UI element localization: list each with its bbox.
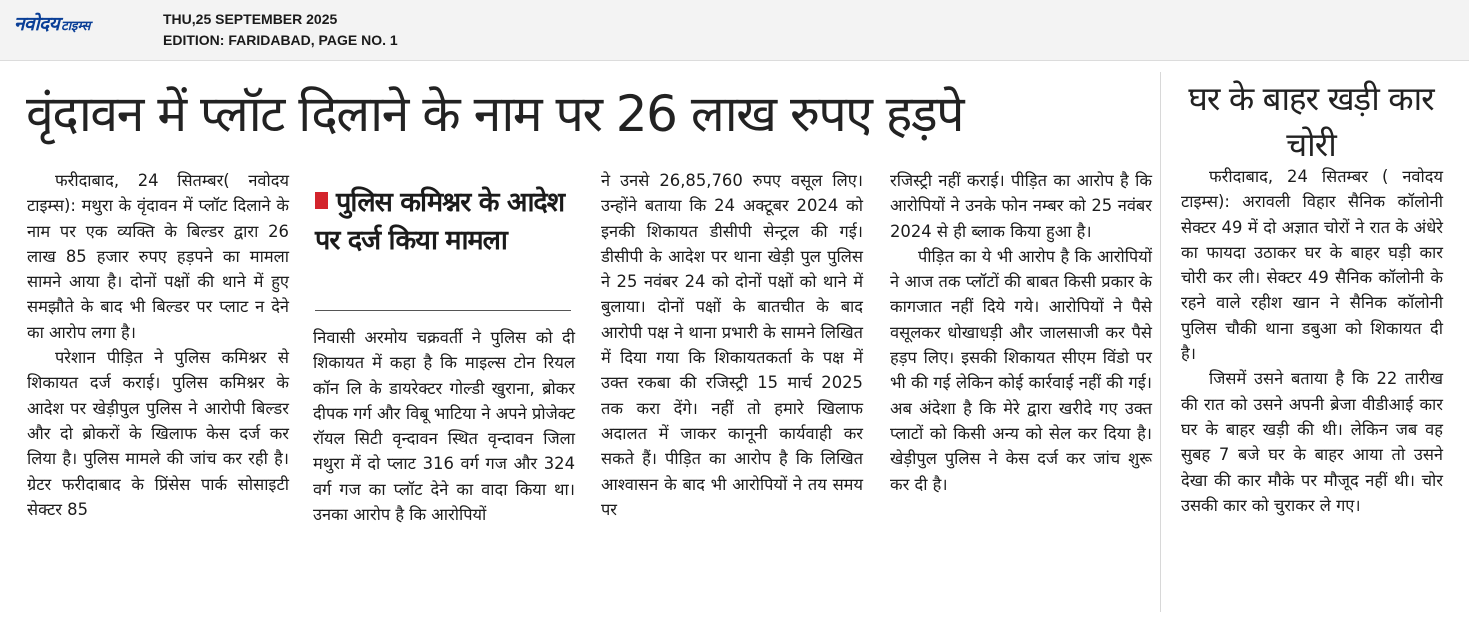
main-story-column-4 [890,168,1152,497]
publication-date: THU,25 SEPTEMBER 2025 [163,11,338,27]
side-story-headline: घर के बाहर खड़ी कार चोरी [1188,79,1434,164]
sub-headline [315,184,571,260]
paragraph: रजिस्ट्री नहीं कराई। पीड़ित का आरोप है कि आरोपियों ने उनके फोन नम्बर को 25 नवंबर 2024 से ही ब्लाक किया हुआ है। [890,171,1152,241]
edition-page-info: EDITION: FARIDABAD, PAGE NO. 1 [163,32,398,48]
red-square-bullet-icon [315,192,328,209]
main-story-column-1 [27,168,289,522]
side-story-column [1181,164,1443,518]
logo-sub-text: टाइम्स [61,19,91,34]
edition-header-bar [0,0,1469,61]
paragraph: निवासी अरमोय चक्रवर्ती ने पुलिस को दी शिकायत में कहा है कि माइल्स टोन रियल कॉन लि के डायरेक्टर गोल्डी खुराना, ब्रोकर दीपक गर्ग और विबू भाटिया ने अपने प्रोजेक्ट रॉयल सिटी वृन्दावन स्थित वृन्दावन जिला मथुरा में दो प्लाट 316 वर्ग गज और 324 वर्ग गज का प्लॉट देने का वादा किया था। उनका आरोप है कि आरोपियों [313,328,575,525]
main-story-column-3 [601,168,863,522]
newspaper-logo[interactable] [14,10,91,35]
paragraph: फरीदाबाद, 24 सितम्बर ( नवोदय टाइम्स): अरावली विहार सैनिक कॉलोनी सेक्टर 49 में दो अज्ञात चोरों ने रात के अंधेरे का फायदा उठाकर घर के बाहर घड़ी कार चोरी कर ली। सेक्टर 49 सैनिक कॉलोनी के रहने वाले रहीश खान ने सैनिक कॉलोनी पुलिस चौकी थाना डबुआ को शिकायत दी है। [1181,167,1443,364]
main-headline: वृंदावन में प्लॉट दिलाने के नाम पर 26 लाख रुपए हड़पे [26,85,964,143]
column-divider [1160,72,1161,612]
paragraph: पीड़ित का ये भी आरोप है कि आरोपियों ने आज तक प्लॉटों की बाबत किसी प्रकार के कागजात नहीं दिये गये। आरोपियों ने पैसे वसूलकर धोखाधड़ी और जालसाजी कर पैसे हड़प लिए। इसकी शिकायत सीएम विंडो पर भी की गई लेकिन कोई कार्रवाई नहीं की गई। अब अंदेशा है कि मेरे द्वारा खरीदे गए उक्त प्लाटों को किसी अन्य को सेल कर दिया है। खेड़ीपुल पुलिस ने केस दर्ज कर जांच शुरू कर दी है। [890,246,1152,494]
sub-headline-divider [315,310,571,311]
edition-meta [163,9,398,51]
paragraph: परेशान पीड़ित ने पुलिस कमिश्नर से शिकायत दर्ज कराई। पुलिस कमिश्नर के आदेश पर खेड़ीपुल पुलिस ने आरोपी बिल्डर और दो ब्रोकरों के खिलाफ केस दर्ज कर लिया है। पुलिस मामले की जांच कर रही है। ग्रेटर फरीदाबाद के प्रिंसेस पार्क सोसाइटी सेक्टर 85 [27,348,289,519]
logo-main-text: नवोदय [14,13,60,35]
sub-headline-text: पुलिस कमिश्नर के आदेश पर दर्ज किया मामला [315,187,565,256]
paragraph: फरीदाबाद, 24 सितम्बर( नवोदय टाइम्स): मथुरा के वृंदावन में प्लॉट दिलाने के नाम पर एक व्यक्ति के बिल्डर द्वारा 26 लाख 85 हजार रुपए हड़पने का मामला सामने आया है। दोनों पक्षों की थाने में हुए समझौते के बाद भी बिल्डर पर प्लाट न देने का आरोप लगा है। [27,171,289,342]
paragraph: जिसमें उसने बताया है कि 22 तारीख की रात को उसने अपनी ब्रेजा वीडीआई कार घर के बाहर खड़ी की थी। लेकिन जब वह सुबह 7 बजे घर के बाहर आया तो उसने देखा की कार मौके पर मौजूद नहीं थी। चोर उसकी कार को चुराकर ले गए। [1181,369,1443,515]
paragraph: ने उनसे 26,85,760 रुपए वसूल लिए। उन्होंने बताया कि 24 अक्टूबर 2024 को इनकी शिकायत डीसीपी सेन्ट्रल की गई। डीसीपी के आदेश पर थाना खेड़ी पुल पुलिस ने 25 नवंबर 24 को दोनों पक्षों को थाने में बुलाया। दोनों पक्षों के बातचीत के बाद आरोपी पक्ष ने थाना प्रभारी के सामने लिखित में दिया गया कि शिकायतकर्ता के पक्ष में उक्त रकबा की रजिस्ट्री 15 मार्च 2025 तक करा देंगे। नहीं तो हमारे खिलाफ अदालत में जाकर कानूनी कार्यवाही कर सकते हैं। पीड़ित का आरोप है कि लिखित आश्वासन के बाद भी आरोपियों ने तय समय पर [601,171,863,519]
main-story-column-2 [313,325,575,527]
